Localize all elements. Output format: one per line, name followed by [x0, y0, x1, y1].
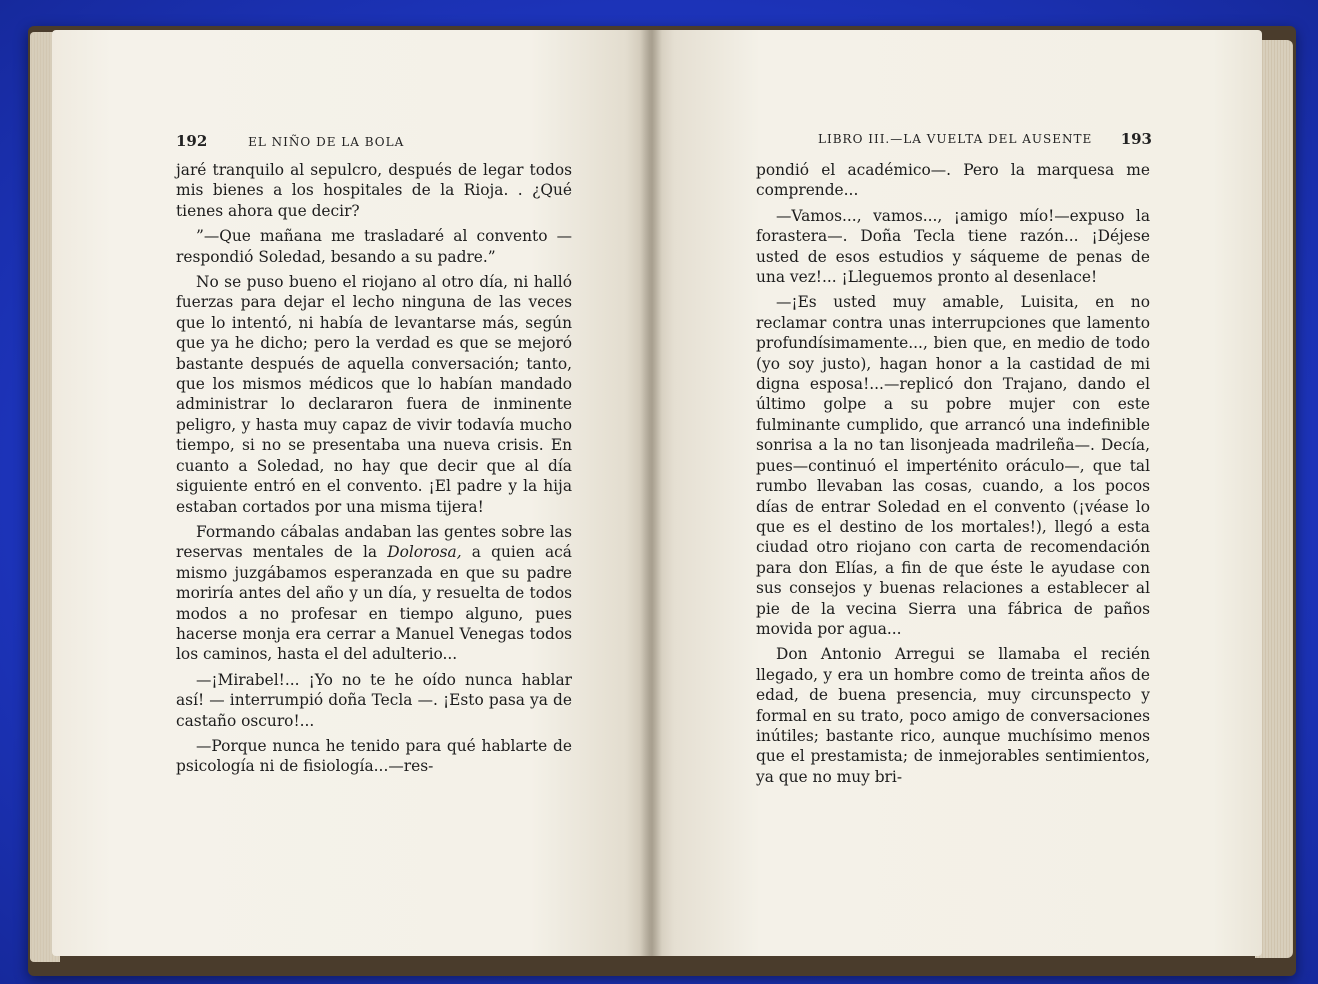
paragraph: jaré tranquilo al sepulcro, después de legar todos mis bienes a los hospitales de la Rioja. . ¿Qué tienes ahora que decir? — [176, 161, 572, 220]
paragraph: Don Antonio Arregui se llamaba el recién llegado, y era un hombre como de treinta años de edad, de buena presencia, muy circunspecto y formal en su trato, poco amigo de conversaciones inútiles; bastante rico, aunque muchísimo menos que el prestamista; de inmejorables sentimientos, ya que no muy bri- — [756, 645, 1150, 786]
paragraph: No se puso bueno el riojano al otro día, ni halló fuerzas para dejar el lecho ninguna de las veces que lo intentó, ni había de levantarse más, según que ya he dicho; pero la verdad es que se mejoró bastante después de aquella conversación; tanto, que los mismos médicos que lo habían mandado administrar lo declararon fuera de inminente peligro, y hasta muy capaz de vivir todavía mucho tiempo, si no se presentaba una nueva crisis. En cuanto a Soledad, no hay que decir que al día siguiente entró en el convento. ¡El padre y la hija estaban cortados por una misma tijera! — [176, 273, 572, 516]
paragraph: —¡Es usted muy amable, Luisita, en no reclamar contra unas interrupciones que lamento profundísimamente..., bien que, en medio de todo (yo soy justo), hagan honor a la castidad de mi digna esposa!...—replicó don Trajano, dando el último golpe a su pobre mujer con este fulminante cumplido, que arrancó una indefinible sonrisa a la no tan lisonjeada madrileña—. Decía, pues—continuó el imperténito oráculo—, que tal rumbo llevaban las cosas, cuando, a los pocos días de entrar Soledad en el convento (¡véase lo que es el destino de los mortales!), llegó a esta ciudad otro riojano con carta de recomendación para don Elías, a fin de que éste le ayudase con sus consejos y buenas relaciones a establecer al pie de la vecina Sierra una fábrica de paños movida por agua... — [756, 293, 1150, 638]
paragraph: —Vamos..., vamos..., ¡amigo mío!—expuso la forastera—. Doña Tecla tiene razón... ¡Déjese usted de esos estudios y sáqueme de penas de una vez!... ¡Lleguemos pronto al desenlace! — [756, 206, 1150, 287]
paragraph: ”—Que mañana me trasladaré al convento —respondió Soledad, besando a su padre.” — [176, 227, 572, 266]
paragraph: —¡Mirabel!... ¡Yo no te he oído nunca hablar así! — interrumpió doña Tecla —. ¡Esto pasa ya de castaño oscuro!... — [176, 670, 572, 730]
paragraph: —Porque nunca he tenido para qué hablarte de psicología ni de fisiología...—res- — [176, 736, 572, 776]
right-page-text — [756, 160, 1150, 792]
right-running-head: LIBRO III.—LA VUELTA DEL AUSENTE — [818, 132, 1093, 146]
right-running-header — [818, 132, 1152, 154]
right-page-number: 193 — [1120, 130, 1152, 148]
book-gutter — [640, 30, 662, 956]
left-page-number: 192 — [176, 132, 208, 150]
paragraph-segment: Formando cábalas andaban las gentes sobre las reservas mentales de la — [176, 522, 572, 562]
left-page-text — [176, 160, 572, 782]
left-running-head: EL NIÑO DE LA BOLA — [248, 135, 405, 149]
paragraph-segment: a quien acá mismo juzgábamos esperanzada en que su padre moriría antes del año y un día, y resuelta de todos modos a no profesar en tiempo alguno, pues hacerse monja era cerrar a Manuel Venegas todos los caminos, hasta el del adulterio... — [176, 543, 572, 664]
left-running-header — [176, 132, 576, 154]
italic-term: Dolorosa, — [387, 543, 462, 562]
paragraph-with-italic — [176, 522, 572, 665]
paragraph: pondió el académico—. Pero la marquesa me comprende... — [756, 161, 1150, 200]
